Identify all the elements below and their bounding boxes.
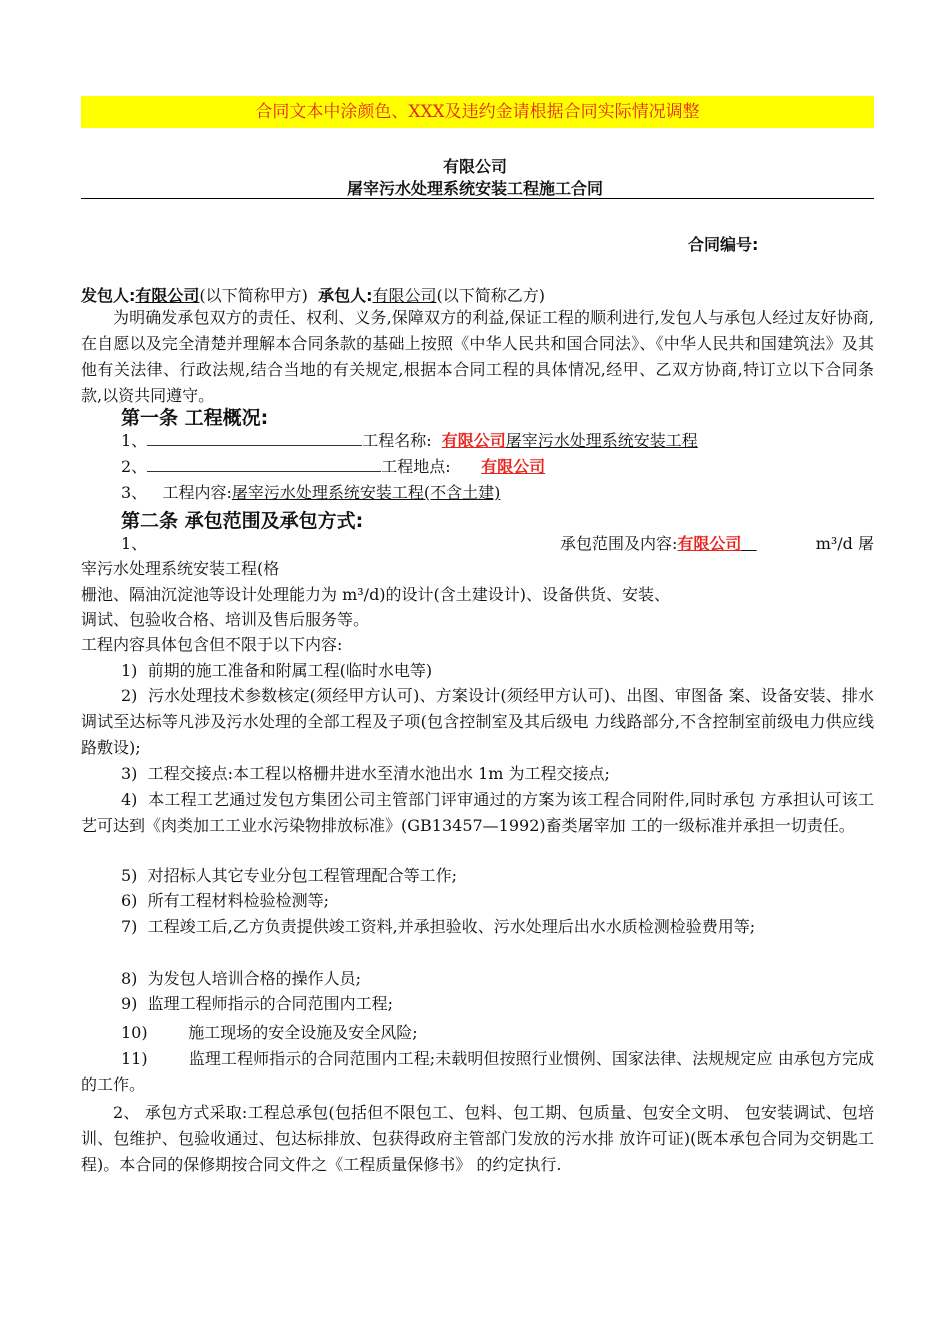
list-item-text: 监理工程师指示的合同范围内工程; xyxy=(147,994,393,1013)
contract-method-paragraph: 2、 承包方式采取:工程总承包(包括但不限包工、包料、包工期、包质量、包安全文明、 包安装调试、包培训、包维护、包验收通过、包达标排放、包获得政府主管部门发放的污水排 放许可证)(既本承包合同为交钥匙工程)。本合同的保修期按合同文件之《工程质量保修书》 的约定执行. xyxy=(81,1103,874,1174)
list-item-text: 施工现场的安全设施及安全风险; xyxy=(188,1023,418,1042)
list-item-number: 1) xyxy=(121,661,138,680)
list-item-text: 对招标人其它专业分包工程管理配合等工作; xyxy=(147,866,457,885)
list-item-number: 9) xyxy=(121,994,138,1013)
contractor-note: (以下简称乙方) xyxy=(436,286,546,305)
employer-label: 发包人: xyxy=(81,286,136,305)
list-item-text: 工程交接点:本工程以格栅井进水至清水池出水 1m 为工程交接点; xyxy=(147,764,610,783)
item1-value: 屠宰污水处理系统安装工程 xyxy=(505,431,698,450)
scope-line4: 调试、包验收合格、培训及售后服务等。 xyxy=(81,610,370,629)
list-item-number: 6) xyxy=(121,891,138,910)
list-item xyxy=(81,888,874,914)
list-item xyxy=(81,863,874,889)
list-item-number: 5) xyxy=(121,866,138,885)
list-item xyxy=(81,683,874,761)
list-item-text: 工程竣工后,乙方负责提供竣工资料,并承担验收、污水处理后出水水质检测检验费用等; xyxy=(147,917,756,936)
article1-item1 xyxy=(121,428,914,454)
list-item-number: 8) xyxy=(121,969,138,988)
list-item-number: 7) xyxy=(121,917,138,936)
list-item xyxy=(81,966,874,992)
list-item-text: 本工程工艺通过发包方集团公司主管部门评审通过的方案为该工程合同附件,同时承包 方承担认可该工艺可达到《肉类加工工业水污染物排放标准》(GB13457—1992)畜类屠宰加 工的一级标准并承担一切责任。 xyxy=(81,790,874,835)
article1-item2 xyxy=(121,454,914,480)
list-item xyxy=(81,658,874,684)
item2-blank xyxy=(147,454,381,472)
list-item-text: 为发包人培训合格的操作人员; xyxy=(147,969,361,988)
item1-blank xyxy=(147,428,362,446)
list-item xyxy=(81,1020,874,1046)
list-item-number: 11) xyxy=(121,1049,148,1068)
title-divider xyxy=(81,198,874,199)
article2-heading: 第二条 承包范围及承包方式: xyxy=(121,510,364,532)
content-intro: 工程内容具体包含但不限于以下内容: xyxy=(81,635,343,654)
employer-note: (以下简称甲方) xyxy=(199,286,308,305)
contract-title: 屠宰污水处理系统安装工程施工合同 xyxy=(346,179,603,198)
list-item-number: 10) xyxy=(121,1023,148,1042)
item1-red-text: 有限公司 xyxy=(441,431,506,450)
scope-unit: m³/d 屠 xyxy=(815,534,874,553)
item3-value: 屠宰污水处理系统安装工程(不含土建) xyxy=(231,483,501,502)
scope-line3: 栅池、隔油沉淀池等设计处理能力为 m³/d)的设计(含土建设计)、设备供货、安装、 xyxy=(81,585,671,604)
list-item-text: 监理工程师指示的合同范围内工程;未载明但按照行业惯例、国家法律、法规规定应 由承包方完成的工作。 xyxy=(81,1049,875,1094)
item3-label: 工程内容: xyxy=(162,483,232,502)
list-item-text: 前期的施工准备和附属工程(临时水电等) xyxy=(147,661,433,680)
contractor-label: 承包人: xyxy=(318,286,373,305)
list-item xyxy=(81,914,874,940)
item2-red-text: 有限公司 xyxy=(481,457,546,476)
item1-number: 1、 xyxy=(121,431,148,450)
scope-line2: 宰污水处理系统安装工程(格 xyxy=(81,559,280,578)
contractor-name: 有限公司 xyxy=(372,286,437,305)
item1-label: 工程名称: xyxy=(362,431,432,450)
contract-number-label: 合同编号: xyxy=(688,235,759,254)
list-item xyxy=(81,787,874,839)
list-item-text: 污水处理技术参数核定(须经甲方认可)、方案设计(须经甲方认可)、出图、审图备 案、设备安装、排水调试至达标等凡涉及污水处理的全部工程及子项(包含控制室及其后级电 力线路部分,不含控制室前级电力供应线路敷设); xyxy=(81,686,874,757)
scope-number: 1、 xyxy=(121,534,148,553)
list-item-text: 所有工程材料检验检测等; xyxy=(147,891,329,910)
article1-heading: 第一条 工程概况: xyxy=(121,407,269,429)
intro-paragraph: 为明确发承包双方的责任、权利、义务,保障双方的利益,保证工程的顺利进行,发包人与承包人经过友好协商,在自愿以及完全清楚并理解本合同条款的基础上按照《中华人民共和国合同法》、《中华人民共和国建筑法》及其他有关法律、行政法规,结合当地的有关规定,根据本合同工程的具体情况,经甲、乙双方协商,特订立以下合同条款,以资共同遵守。 xyxy=(81,308,874,405)
item2-number: 2、 xyxy=(121,457,148,476)
article1-item3 xyxy=(121,480,914,506)
company-name: 有限公司 xyxy=(442,157,507,176)
employer-name: 有限公司 xyxy=(135,286,200,305)
scope-line1 xyxy=(560,531,874,557)
scope-label: 承包范围及内容: xyxy=(560,534,678,553)
list-item xyxy=(81,761,874,787)
list-item xyxy=(81,1046,874,1098)
scope-red-text: 有限公司 xyxy=(677,534,742,553)
item3-number: 3、 xyxy=(121,483,148,502)
list-item-number: 3) xyxy=(121,764,138,783)
list-item-number: 2) xyxy=(121,686,138,705)
list-item xyxy=(81,991,874,1017)
notice-banner: 合同文本中涂颜色、XXX及违约金请根据合同实际情况调整 xyxy=(81,96,874,128)
list-item-number: 4) xyxy=(121,790,138,809)
item2-label: 工程地点: xyxy=(381,457,451,476)
